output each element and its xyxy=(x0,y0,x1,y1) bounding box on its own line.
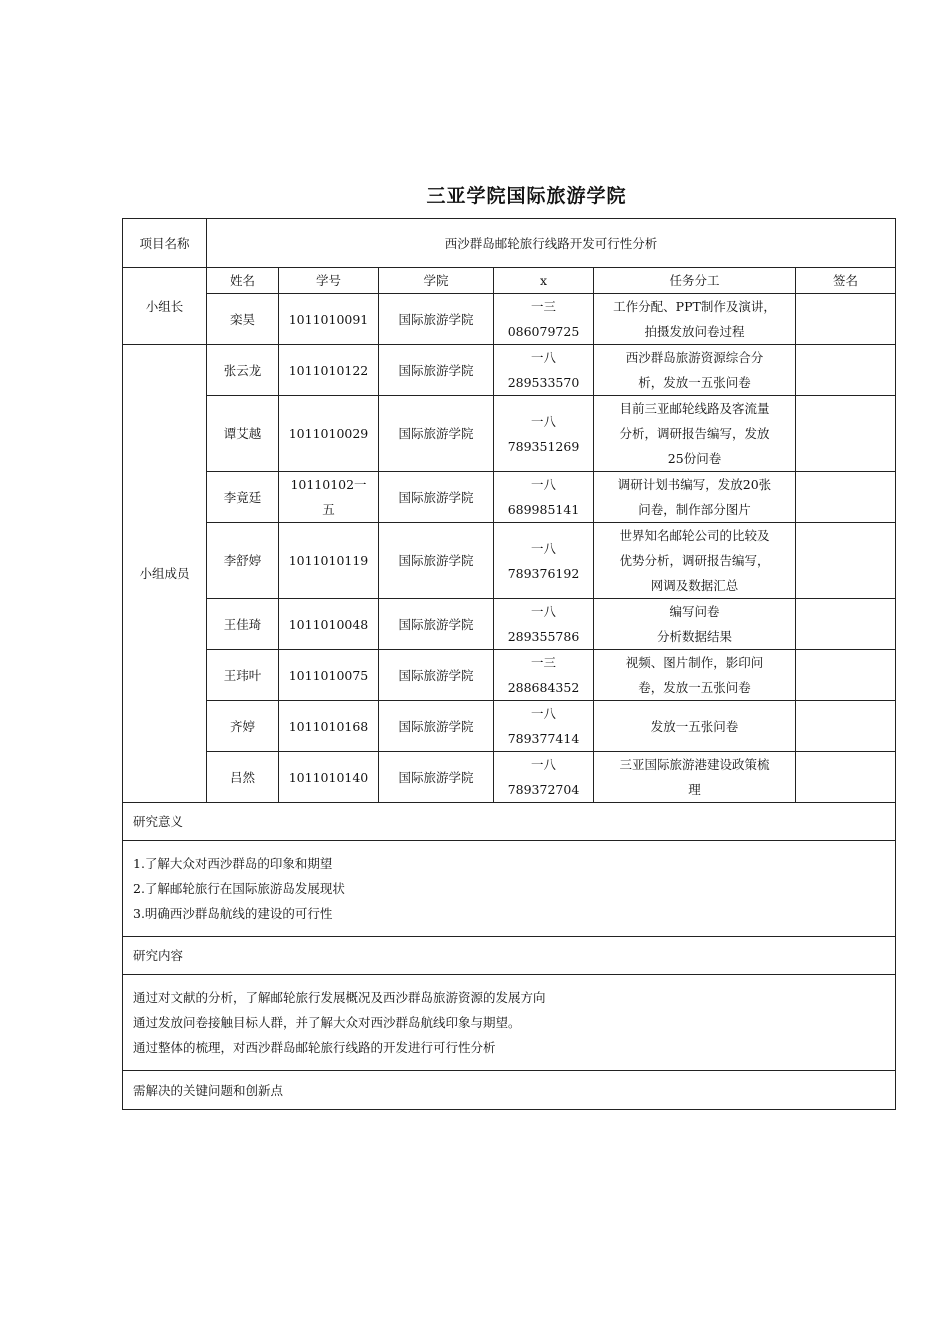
member-task xyxy=(594,472,796,523)
significance-label-row xyxy=(123,803,896,841)
header-college: 学院 xyxy=(379,268,494,294)
member-task-line: 问卷，制作部分图片 xyxy=(638,502,751,517)
leader-college: 国际旅游学院 xyxy=(379,294,494,345)
member-id-line: 1011010140 xyxy=(288,769,369,785)
member-phone-line: 一八 xyxy=(530,413,556,429)
member-phone-line: 一八 xyxy=(530,477,556,492)
member-phone-line: 一八 xyxy=(530,604,556,619)
leader-sign xyxy=(796,294,896,345)
member-task-line: 卷，发放一五张问卷 xyxy=(638,680,751,695)
header-row xyxy=(123,268,896,294)
member-task-line: 分析，调研报告编写，发放 xyxy=(619,426,770,441)
content-body xyxy=(123,975,896,1071)
member-id-line: 五 xyxy=(322,502,335,517)
header-task: 任务分工 xyxy=(594,268,796,294)
member-phone xyxy=(494,752,594,803)
member-phone-line: 一八 xyxy=(530,540,556,556)
member-id xyxy=(279,599,379,650)
member-phone xyxy=(494,523,594,599)
member-task xyxy=(594,701,796,752)
member-college: 国际旅游学院 xyxy=(379,523,494,599)
member-phone-line: 289533570 xyxy=(507,375,580,390)
member-phone-line: 289355786 xyxy=(507,629,580,644)
member-id xyxy=(279,701,379,752)
project-name-label: 项目名称 xyxy=(123,219,207,268)
project-row xyxy=(123,219,896,268)
member-task xyxy=(594,523,796,599)
member-name: 齐婷 xyxy=(207,701,279,752)
header-id: 学号 xyxy=(279,268,379,294)
member-task-line: 析，发放一五张问卷 xyxy=(638,375,751,390)
member-row xyxy=(123,345,896,396)
member-phone-line: 288684352 xyxy=(507,680,580,695)
member-sign xyxy=(796,472,896,523)
document-title: 三亚学院国际旅游学院 xyxy=(426,185,627,207)
member-task-line: 发放一五张问卷 xyxy=(650,718,739,734)
member-name: 王玮叶 xyxy=(207,650,279,701)
content-body-item: 通过对文献的分析，了解邮轮旅行发展概况及西沙群岛旅游资源的发展方向 xyxy=(133,990,546,1005)
member-college: 国际旅游学院 xyxy=(379,599,494,650)
member-phone-line: 689985141 xyxy=(507,502,580,517)
member-id xyxy=(279,650,379,701)
member-sign xyxy=(796,396,896,472)
member-row xyxy=(123,396,896,472)
member-task xyxy=(594,599,796,650)
content-body-item: 通过发放问卷接触目标人群，并了解大众对西沙群岛航线印象与期望。 xyxy=(133,1015,521,1030)
member-id-line: 10110102一 xyxy=(290,477,367,492)
member-sign xyxy=(796,599,896,650)
member-task-line: 编写问卷 xyxy=(669,604,720,619)
members-label: 小组成员 xyxy=(123,345,207,803)
content-label: 研究内容 xyxy=(123,937,896,975)
member-phone-line: 789376192 xyxy=(507,565,580,581)
member-phone xyxy=(494,701,594,752)
leader-row xyxy=(123,294,896,345)
member-task-line: 网调及数据汇总 xyxy=(650,578,739,593)
leader-label: 小组长 xyxy=(123,268,207,345)
member-sign xyxy=(796,650,896,701)
member-college: 国际旅游学院 xyxy=(379,752,494,803)
content-body-row xyxy=(123,975,896,1071)
member-row xyxy=(123,701,896,752)
leader-name: 栾昊 xyxy=(207,294,279,345)
member-phone xyxy=(494,650,594,701)
leader-task xyxy=(594,294,796,345)
member-task-line: 分析数据结果 xyxy=(656,629,732,644)
header-phone: x xyxy=(494,268,594,294)
leader-id-line: 1011010091 xyxy=(288,311,369,327)
member-phone-line: 789372704 xyxy=(507,782,580,797)
project-form-table xyxy=(122,218,896,1110)
member-phone-line: 一三 xyxy=(530,655,556,670)
header-name: 姓名 xyxy=(207,268,279,294)
significance-body-item: 2.了解邮轮旅行在国际旅游岛发展现状 xyxy=(133,881,345,896)
member-phone-line: 一八 xyxy=(530,757,556,772)
significance-label: 研究意义 xyxy=(123,803,896,841)
member-id xyxy=(279,345,379,396)
member-college: 国际旅游学院 xyxy=(379,650,494,701)
member-sign xyxy=(796,752,896,803)
leader-phone-line: 一三 xyxy=(530,299,556,314)
header-sign: 签名 xyxy=(796,268,896,294)
member-id xyxy=(279,472,379,523)
member-phone xyxy=(494,472,594,523)
member-row xyxy=(123,523,896,599)
member-phone-line: 789377414 xyxy=(507,731,580,746)
member-task xyxy=(594,752,796,803)
member-task-line: 目前三亚邮轮线路及客流量 xyxy=(619,401,770,416)
project-name-value: 西沙群岛邮轮旅行线路开发可行性分析 xyxy=(207,219,896,268)
leader-id xyxy=(279,294,379,345)
member-task-line: 世界知名邮轮公司的比较及 xyxy=(619,528,770,543)
member-task-line: 视频、图片制作，影印问 xyxy=(625,655,764,670)
member-phone-line: 一八 xyxy=(530,706,556,721)
member-sign xyxy=(796,345,896,396)
member-row xyxy=(123,472,896,523)
member-phone xyxy=(494,345,594,396)
member-college: 国际旅游学院 xyxy=(379,472,494,523)
member-college: 国际旅游学院 xyxy=(379,396,494,472)
member-id xyxy=(279,396,379,472)
member-row xyxy=(123,599,896,650)
member-row xyxy=(123,752,896,803)
member-id-line: 1011010122 xyxy=(288,362,369,378)
member-id-line: 1011010168 xyxy=(288,718,369,734)
member-id xyxy=(279,523,379,599)
member-name: 吕然 xyxy=(207,752,279,803)
member-id-line: 1011010029 xyxy=(288,426,369,441)
member-task xyxy=(594,396,796,472)
significance-body xyxy=(123,841,896,937)
leader-task-line: 拍摄发放问卷过程 xyxy=(644,324,745,339)
member-sign xyxy=(796,523,896,599)
content-body-item: 通过整体的梳理，对西沙群岛邮轮旅行线路的开发进行可行性分析 xyxy=(133,1040,496,1055)
member-id-line: 1011010048 xyxy=(288,616,369,632)
member-id-line: 1011010075 xyxy=(288,667,369,683)
member-row xyxy=(123,650,896,701)
member-task-line: 优势分析，调研报告编写， xyxy=(619,553,770,568)
content-label-row xyxy=(123,937,896,975)
member-id-line: 1011010119 xyxy=(288,553,369,568)
member-name: 谭艾越 xyxy=(207,396,279,472)
member-task-line: 西沙群岛旅游资源综合分 xyxy=(625,350,764,365)
member-task xyxy=(594,650,796,701)
member-phone-line: 一八 xyxy=(530,350,556,365)
member-phone xyxy=(494,599,594,650)
member-phone xyxy=(494,396,594,472)
member-college: 国际旅游学院 xyxy=(379,345,494,396)
issues-label-row xyxy=(123,1071,896,1110)
leader-phone xyxy=(494,294,594,345)
significance-body-item: 1.了解大众对西沙群岛的印象和期望 xyxy=(133,856,333,871)
member-task-line: 调研计划书编写，发放20张 xyxy=(617,477,772,492)
significance-body-item: 3.明确西沙群岛航线的建设的可行性 xyxy=(133,906,333,921)
member-name: 张云龙 xyxy=(207,345,279,396)
member-college: 国际旅游学院 xyxy=(379,701,494,752)
member-phone-line: 789351269 xyxy=(507,438,580,454)
member-sign xyxy=(796,701,896,752)
member-task-line: 25份问卷 xyxy=(667,451,722,466)
leader-task-line: 工作分配、PPT制作及演讲， xyxy=(613,299,776,314)
issues-label: 需解决的关键问题和创新点 xyxy=(123,1071,896,1110)
member-task-line: 理 xyxy=(688,782,701,797)
member-name: 李舒婷 xyxy=(207,523,279,599)
member-task xyxy=(594,345,796,396)
member-name: 王佳琦 xyxy=(207,599,279,650)
member-name: 李竟廷 xyxy=(207,472,279,523)
leader-phone-line: 086079725 xyxy=(507,324,580,339)
member-id xyxy=(279,752,379,803)
member-task-line: 三亚国际旅游港建设政策梳 xyxy=(619,757,770,772)
significance-body-row xyxy=(123,841,896,937)
